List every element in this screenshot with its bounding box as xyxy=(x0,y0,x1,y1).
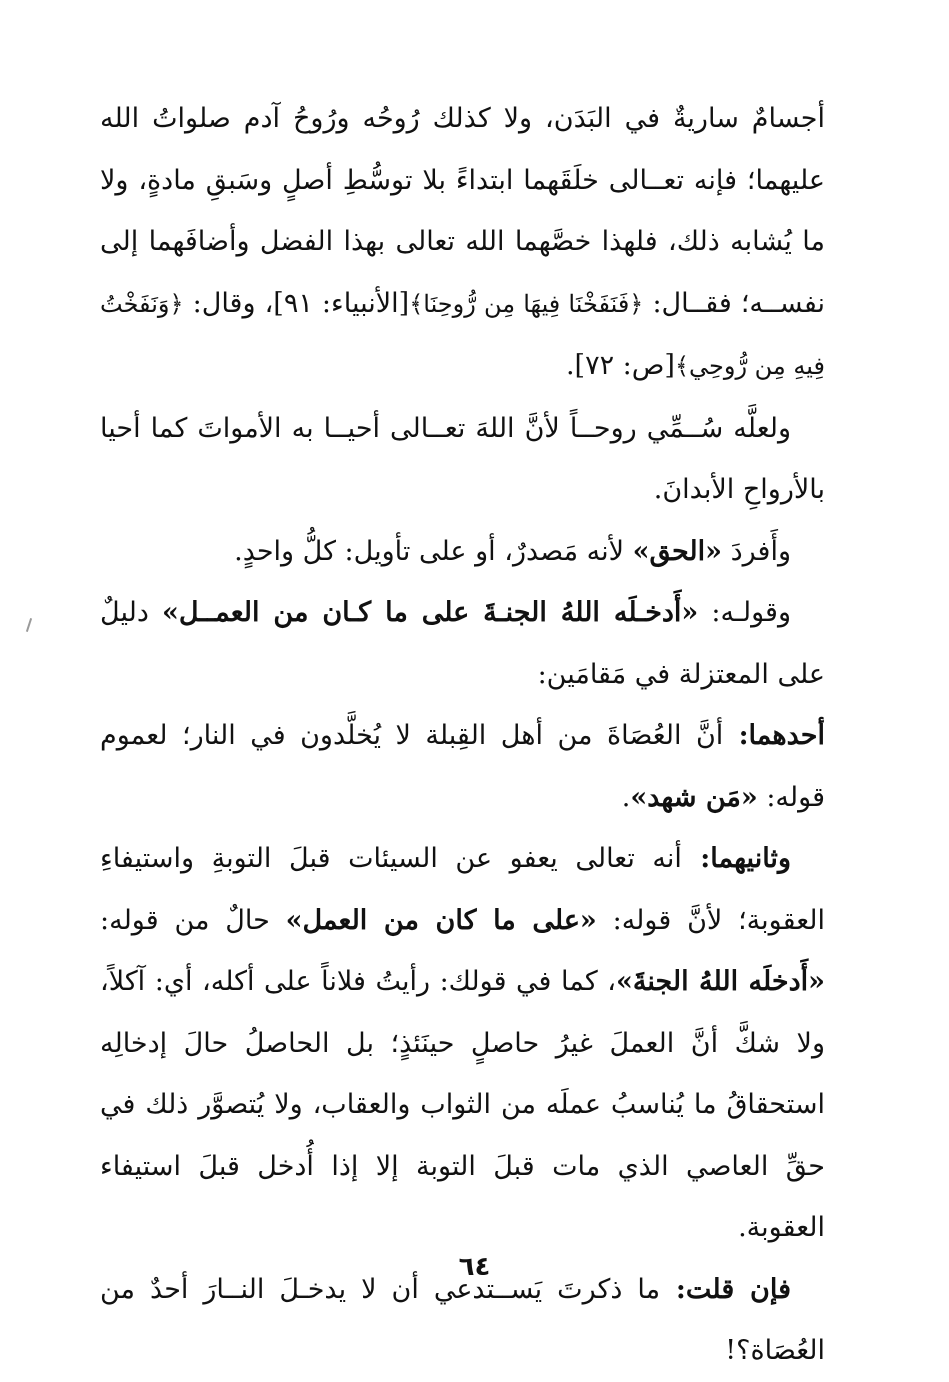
bold-heading: فإن قلت: xyxy=(660,1273,792,1305)
paragraph-5 xyxy=(100,705,825,828)
bold-heading: وثانيهما: xyxy=(681,843,791,874)
paragraph-6 xyxy=(100,828,825,1259)
text-segment: أنَّ العُصَاةَ من أهل القِبلة لا يُخلَّدون في النار؛ لعموم قوله: xyxy=(100,720,825,813)
text-segment: وأَفردَ xyxy=(722,535,791,567)
paragraph-4 xyxy=(100,582,825,705)
bold-quote: «أَدخـلَه اللهُ الجنـةَ على ما كـان من العمــل» xyxy=(161,597,699,628)
text-segment: حالٌ من قوله: xyxy=(100,904,286,936)
bold-quote: «على ما كان من العمل» xyxy=(285,904,597,936)
bold-quote: «أَدخلَه اللهُ الجنةَ» xyxy=(615,966,826,997)
margin-mark xyxy=(26,618,32,632)
text-segment: [الأنبياء: ٩١]، وقال: xyxy=(183,287,410,319)
text-segment: ولعلَّه سُــمِّي روحــاً لأنَّ اللهَ تعــالى أحيــا به الأمواتَ كما أحيا بالأرواحِ الأبدانَ. xyxy=(100,412,825,505)
text-segment: أجسامٌ ساريةٌ في البَدَن، ولا كذلك رُوحُه ورُوحُ آدم صلواتُ الله عليهما؛ فإنه تعــالى خلَقَهما ابتداءً بلا توسُّطِ أصلٍ وسَبقِ مادةٍ، ولا ما يُشابه ذلك، فلهذا خصَّهما الله تعالى بهذا الفضل وأضافَهما إلى نفســه؛ فقــال: xyxy=(100,103,825,319)
bold-quote: «مَن شهد» xyxy=(630,781,758,813)
text-segment: ما ذكرتَ يَســتدعي أن لا يدخـلَ النــارَ أحدٌ من العُصَاة؟! xyxy=(100,1273,825,1366)
text-segment: لأنه مَصدرٌ، أو على تأويل: كلُّ واحدٍ. xyxy=(234,535,633,567)
quran-quote: ﴿فَنَفَخْنَا فِيهَا مِن رُّوحِنَا﴾ xyxy=(409,289,644,318)
paragraph-2 xyxy=(100,398,825,521)
quran-quote: ﴿وَنَفَخْتُ فِيهِ مِن رُّوحِي﴾ xyxy=(100,289,825,380)
paragraph-1 xyxy=(100,88,825,398)
text-segment: [ص: ٧٢]. xyxy=(565,350,675,381)
page-number: ٦٤ xyxy=(458,1252,491,1282)
text-segment: وقولـه: xyxy=(698,597,791,628)
page-body xyxy=(100,88,826,1366)
bold-heading: أحدهما: xyxy=(723,720,825,751)
text-segment: ، كما في قولك: رأيتُ فلاناً على أكله، أي: آكلاً، ولا شكَّ أنَّ العملَ غيرُ حاصلٍ حينَئذٍ؛ بل الحاصلُ حالَ إدخالِه استحقاقُ ما يُناسبُ عملَه من الثواب والعقاب، ولا يُتصوَّر ذلك في حقِّ العاصي الذي مات قبلَ التوبة إلا إذا أُدخل قبلَ استيفاء العقوبة. xyxy=(100,966,825,1243)
text-segment: . xyxy=(621,781,631,813)
text-segment: أنه تعالى يعفو عن السيئات قبلَ التوبةِ واستيفاءِ العقوبة؛ لأنَّ قوله: xyxy=(100,843,826,936)
paragraph-3 xyxy=(100,521,825,583)
bold-term: «الحق» xyxy=(632,535,723,567)
text-segment: دليلٌ على المعتزلة في مَقامَين: xyxy=(100,597,825,690)
